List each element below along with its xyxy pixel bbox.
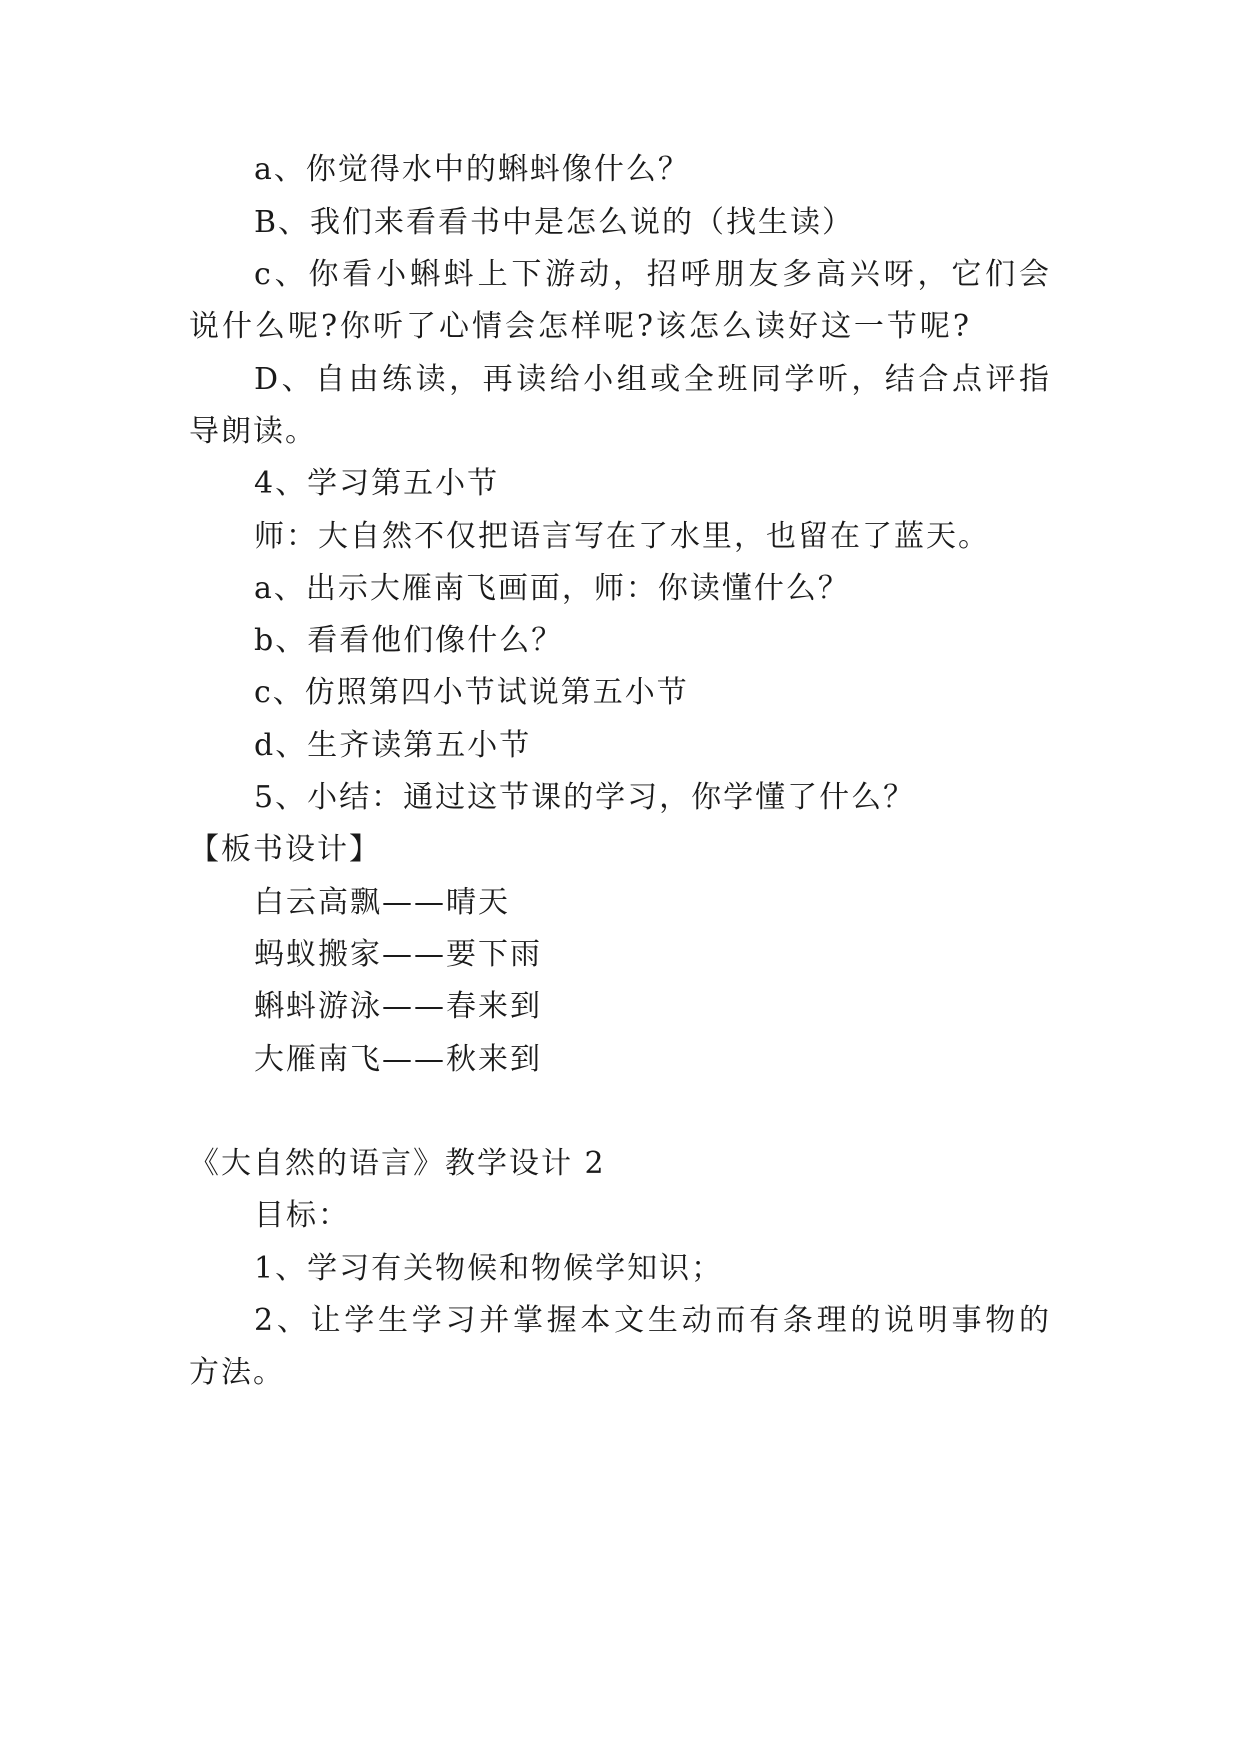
paragraph-line: 导朗读。 xyxy=(189,414,317,449)
paragraph-line: c、你看小蝌蚪上下游动，招呼朋友多高兴呀，它们会 xyxy=(254,257,1051,292)
board-line: 大雁南飞——秋来到 xyxy=(254,1042,542,1077)
paragraph-line: a、你觉得水中的蝌蚪像什么？ xyxy=(254,152,690,187)
paragraph-line: a、出示大雁南飞画面，师：你读懂什么？ xyxy=(254,571,850,606)
board-line: 白云高飘——晴天 xyxy=(254,885,510,920)
board-line: 蚂蚁搬家——要下雨 xyxy=(254,937,542,972)
paragraph-line: c、仿照第四小节试说第五小节 xyxy=(254,675,689,710)
paragraph-line: 5、小结：通过这节课的学习，你学懂了什么？ xyxy=(254,780,916,815)
goal-line: 2、让学生学习并掌握本文生动而有条理的说明事物的 xyxy=(254,1303,1051,1338)
paragraph-line: b、看看他们像什么？ xyxy=(254,623,564,658)
goals-label: 目标： xyxy=(254,1198,350,1233)
paragraph-line: d、生齐读第五小节 xyxy=(254,728,532,763)
paragraph-line: 4、学习第五小节 xyxy=(254,466,500,501)
section-title: 《大自然的语言》教学设计 2 xyxy=(189,1146,606,1181)
paragraph-line: D、自由练读，再读给小组或全班同学听，结合点评指 xyxy=(254,362,1051,397)
paragraph-line: 师：大自然不仅把语言写在了水里，也留在了蓝天。 xyxy=(254,519,990,554)
board-design-heading: 【板书设计】 xyxy=(189,832,381,867)
goal-line: 1、学习有关物候和物候学知识； xyxy=(254,1251,724,1286)
goal-line: 方法。 xyxy=(189,1355,285,1390)
paragraph-line: 说什么呢?你听了心情会怎样呢?该怎么读好这一节呢? xyxy=(189,309,971,344)
board-line: 蝌蚪游泳——春来到 xyxy=(254,989,542,1024)
paragraph-line: B、我们来看看书中是怎么说的（找生读） xyxy=(254,205,855,240)
